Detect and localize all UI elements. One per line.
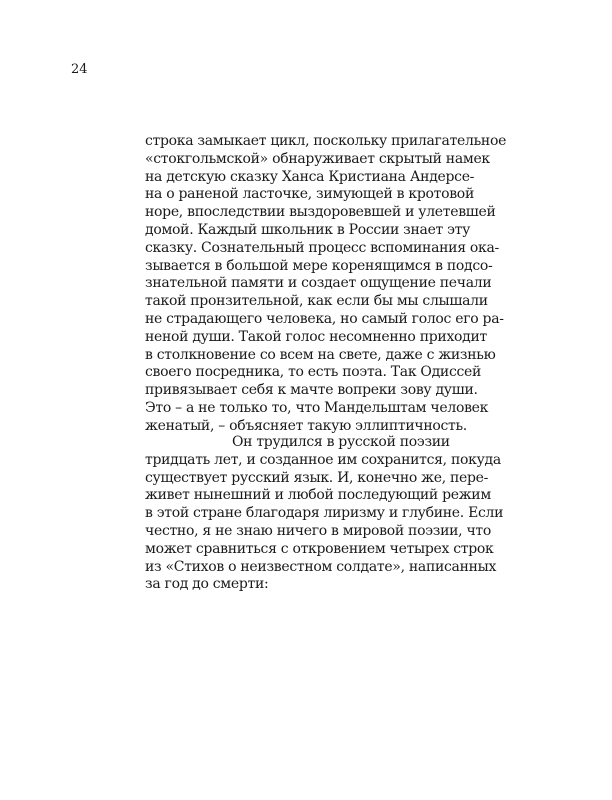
text-line: сказку. Сознательный процесс вспоминания ока- [145,239,499,256]
text-line: домой. Каждый школьник в России знает эту [145,221,471,238]
text-line: в столкновение со всем на свете, даже с жизнью [145,346,496,363]
text-line: такой пронзительной, как если бы мы слышали [145,293,488,310]
text-line: своего посредника, то есть поэта. Так Одиссей [145,364,482,381]
text-line: тридцать лет, и созданное им сохранится, покуда [145,451,501,468]
paragraph-2 [145,434,504,594]
paragraph-1 [145,133,507,436]
page-number: 24 [71,62,88,77]
text-line: женатый, – объясняет такую эллиптичность. [145,417,467,434]
text-line: честно, я не знаю ничего в мировой поэзии, что [145,522,491,539]
text-line: может сравниться с откровением четырех строк [145,540,494,557]
text-line: «стокгольмской» обнаруживает скрытый намек [145,150,490,167]
text-line: зывается в большой мере коренящимся в подсо- [145,257,493,274]
text-line: норе, впоследствии выздоровевшей и улетевшей [145,204,496,221]
text-line: за год до смерти: [145,576,269,593]
text-line: Это – а не только то, что Мандельштам человек [145,399,489,416]
text-line: живет нынешний и любой последующий режим [145,487,491,504]
text-line: из «Стихов о неизвестном солдате», написанных [145,558,497,575]
text-line: строка замыкает цикл, поскольку прилагательное [145,133,507,149]
text-line: на о раненой ласточке, зимующей в кротовой [145,186,474,203]
text-line: в этой стране благодаря лиризму и глубине. Если [145,505,504,522]
text-line: Он трудился в русской поэзии [232,434,450,450]
text-line: привязывает себя к мачте вопреки зову души. [145,382,478,399]
text-line: существует русский язык. И, конечно же, пере- [145,469,489,486]
text-line: неной души. Такой голос несомненно приходит [145,328,487,345]
text-line: на детскую сказку Ханса Кристиана Андерсе- [145,168,475,185]
text-line: не страдающего человека, но самый голос его ра- [145,310,504,327]
text-line: знательной памяти и создает ощущение печали [145,275,492,292]
